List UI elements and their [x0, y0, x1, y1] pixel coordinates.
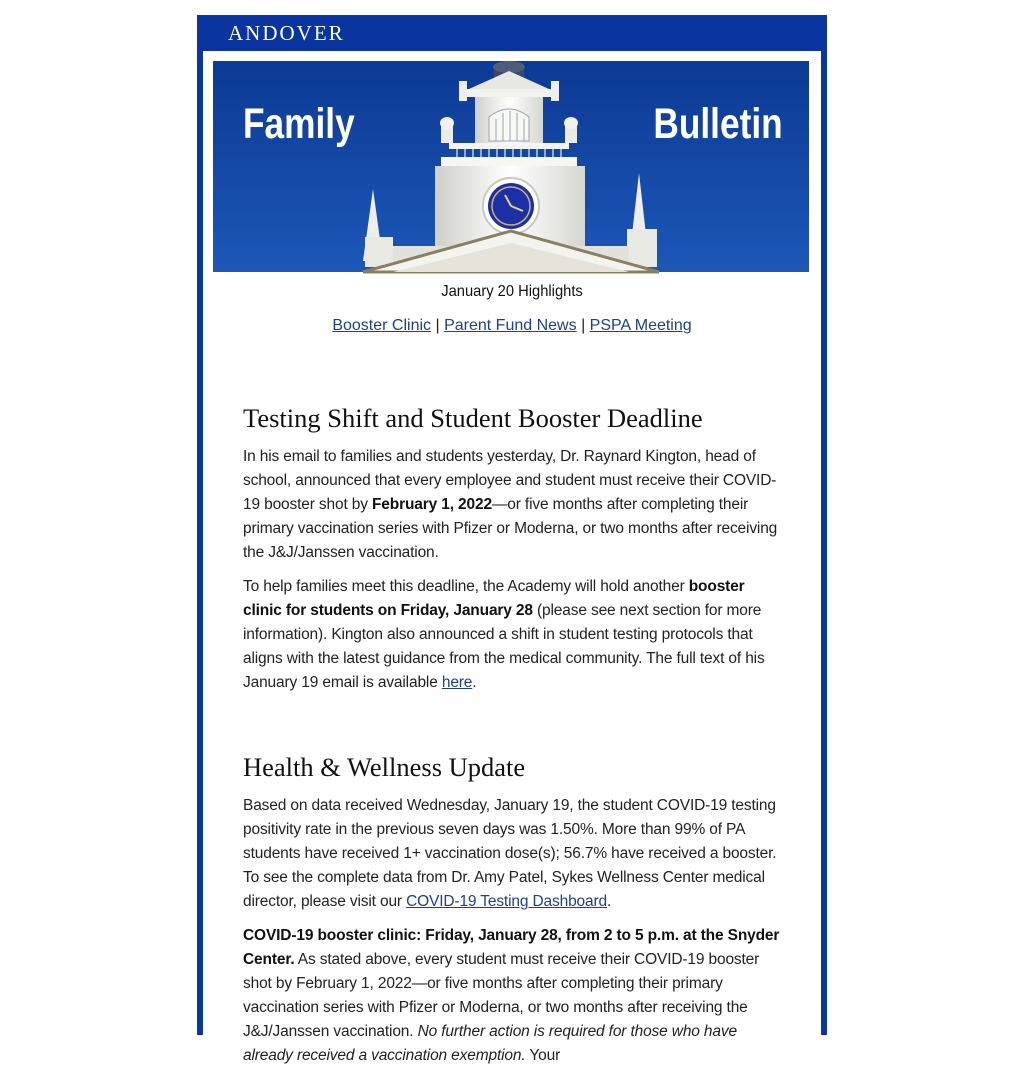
hero-title-bulletin: Bulletin — [653, 100, 783, 148]
highlights-title: January 20 Highlights — [441, 283, 583, 300]
email-full-text-link[interactable]: here — [441, 674, 473, 691]
section-testing-shift — [243, 403, 783, 705]
section-paragraph — [243, 794, 783, 914]
paragraph-text: To help families meet this deadline, the Academy will hold another — [243, 578, 689, 595]
paragraph-text: —or five months after completing their primary vaccination series with Pfizer or Moderna, or two months after receiving the J&J/Janssen vaccination. — [243, 496, 778, 561]
bulletin-body — [203, 51, 821, 1064]
section-paragraph — [243, 575, 783, 695]
clock-tower-illustration — [213, 61, 809, 272]
nav-link-pspa-meeting[interactable]: PSPA Meeting — [589, 317, 692, 334]
nav-separator: | — [581, 317, 586, 334]
header-bar — [197, 15, 827, 50]
deadline-date: February 1, 2022 — [371, 496, 492, 513]
paragraph-text: (please see next section for more information). Kington also announced a shift in student testing protocols that aligns with the latest guidance from the medical community. The full text of his January 19 email is available — [243, 602, 765, 691]
andover-wordmark[interactable]: ANDOVER — [228, 21, 345, 45]
bulletin-frame — [197, 15, 827, 1064]
paragraph-text: As stated above, every student must receive their COVID-19 booster shot by February 1, 2022—or five months after completing their primary vaccination series with Pfizer or Moderna, or two months after receiving the J&J/Janssen vaccination. — [243, 951, 760, 1040]
section-paragraph — [243, 445, 783, 565]
hero-title-family: Family — [243, 100, 355, 148]
paragraph-text: Your — [525, 1047, 561, 1064]
paragraph-text: . — [606, 893, 612, 910]
section-health-wellness — [243, 752, 783, 1078]
highlight-nav — [203, 317, 821, 335]
paragraph-text: Based on data received Wednesday, January 19, the student COVID-19 testing positivity rate in the previous seven days was 1.50%. More than 99% of PA students have received 1+ vaccination dose(s); 56.7% have received a booster. To see the complete data from Dr. Amy Patel, Sykes Wellness Center medical director, please visit our — [243, 797, 777, 910]
booster-clinic-heading: COVID-19 booster clinic: Friday, January 28, from 2 to 5 p.m. at the Snyder Center. — [243, 927, 780, 968]
testing-dashboard-link[interactable]: COVID-19 Testing Dashboard — [406, 893, 607, 910]
section-paragraph — [243, 924, 783, 1068]
section-heading: Testing Shift and Student Booster Deadline — [243, 403, 703, 433]
booster-clinic-date: booster clinic for students on Friday, January 28 — [243, 578, 745, 619]
hero-banner — [213, 61, 809, 272]
section-heading: Health & Wellness Update — [243, 752, 526, 782]
paragraph-text: . — [472, 674, 477, 691]
nav-link-parent-fund-news[interactable]: Parent Fund News — [444, 317, 577, 334]
nav-separator: | — [435, 317, 440, 334]
paragraph-text: In his email to families and students yesterday, Dr. Raynard Kington, head of school, announced that every employee and student must receive their COVID-19 booster shot by — [243, 448, 777, 513]
nav-link-booster-clinic[interactable]: Booster Clinic — [332, 317, 432, 334]
exemption-note: No further action is required for those who have already received a vaccination exemption. — [243, 1023, 737, 1064]
